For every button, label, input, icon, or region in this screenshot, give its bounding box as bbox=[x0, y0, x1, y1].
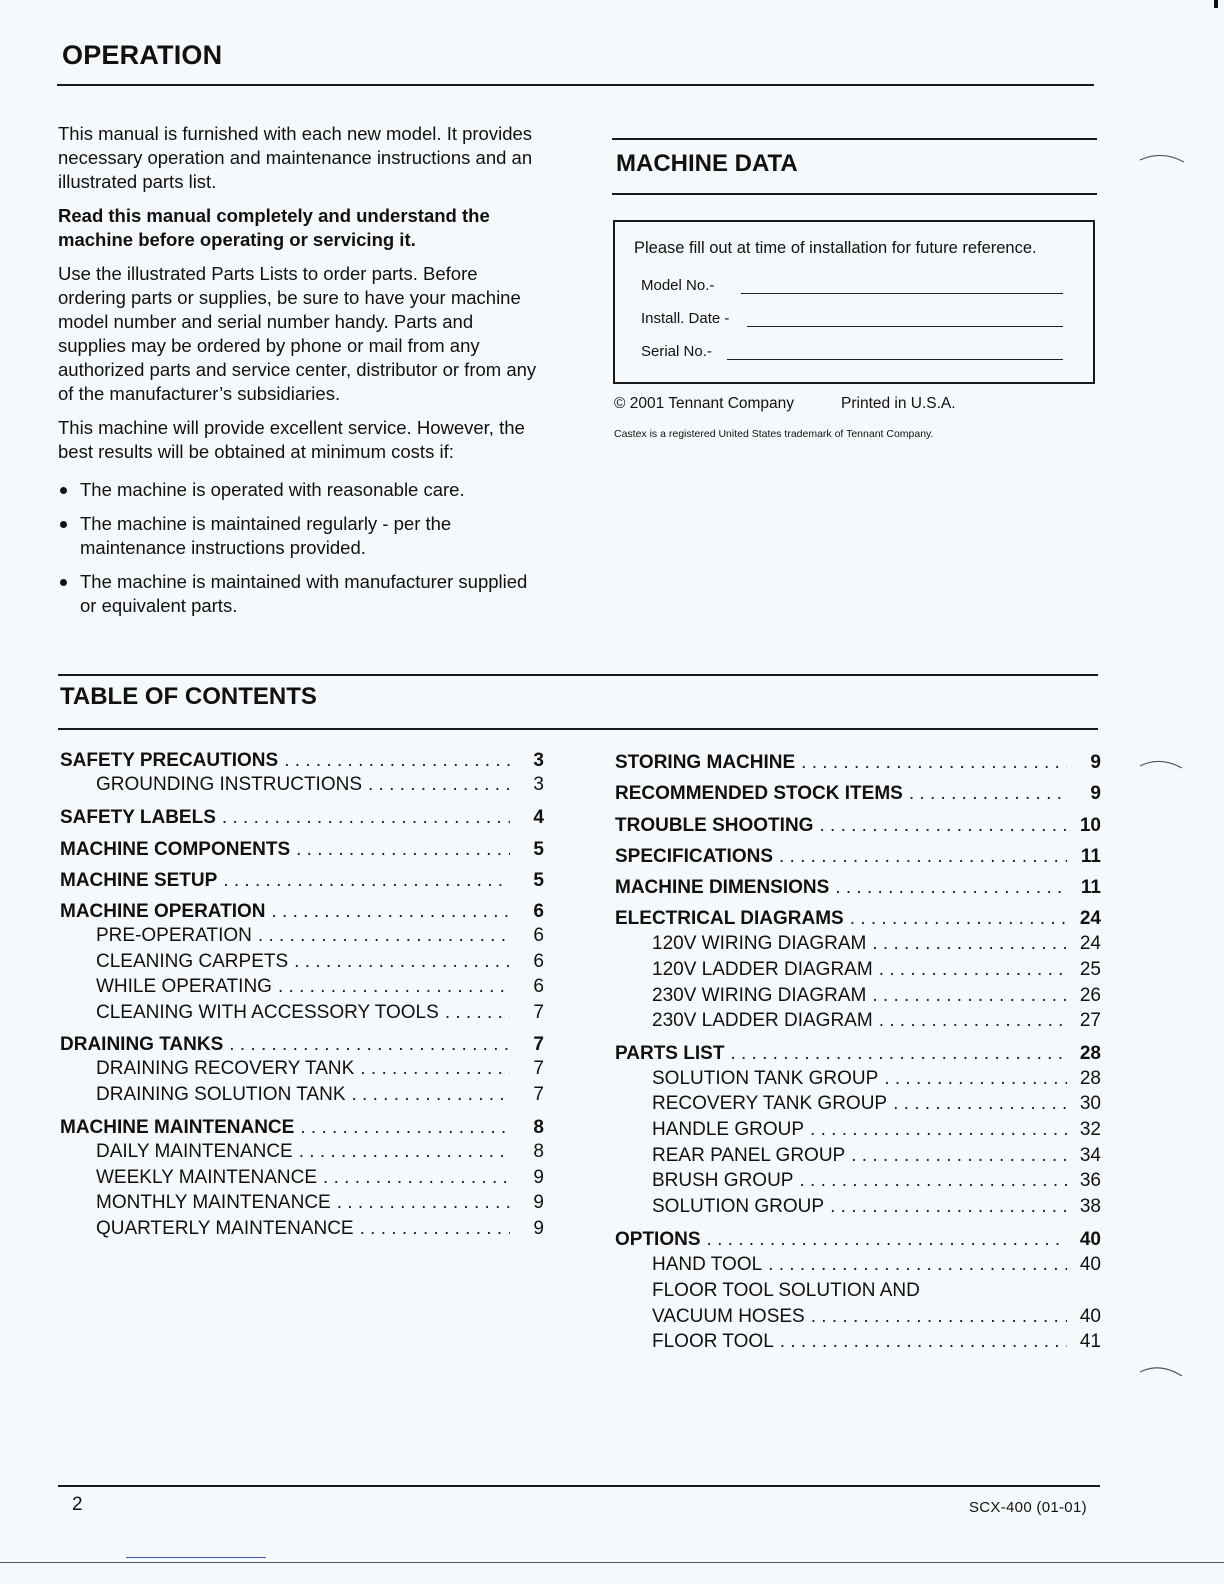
toc-entry-safety-labels[interactable] bbox=[60, 806, 544, 830]
toc-leader bbox=[223, 869, 510, 893]
toc-page-number: 10 bbox=[1079, 815, 1101, 836]
toc-page-number: 8 bbox=[533, 1141, 544, 1162]
toc-leader bbox=[879, 1009, 1067, 1033]
toc-page-number: 9 bbox=[1090, 783, 1101, 804]
toc-label: DRAINING RECOVERY TANK bbox=[96, 1058, 355, 1079]
toc-entry-storing-machine[interactable] bbox=[615, 751, 1101, 775]
toc-leader bbox=[299, 1140, 510, 1164]
toc-leader bbox=[445, 1001, 510, 1025]
toc-page-number: 5 bbox=[533, 839, 544, 860]
toc-label: FLOOR TOOL bbox=[652, 1331, 774, 1352]
footer-page-number: 2 bbox=[72, 1494, 83, 1515]
toc-label: SAFETY LABELS bbox=[60, 807, 216, 828]
toc-label: RECOMMENDED STOCK ITEMS bbox=[615, 783, 903, 804]
page-title: OPERATION bbox=[62, 40, 223, 70]
toc-label: PARTS LIST bbox=[615, 1043, 725, 1064]
bullet-item: The machine is maintained with manufacturer supplied or equivalent parts. bbox=[58, 570, 538, 618]
intro-paragraph-1: This manual is furnished with each new model. It provides necessary operation and maintenance instructions and an illustrated parts list. bbox=[58, 123, 533, 192]
toc-leader bbox=[352, 1083, 511, 1107]
binder-hole-mark bbox=[1138, 754, 1188, 774]
toc-leader bbox=[337, 1191, 510, 1215]
machine-data-bottom-rule bbox=[612, 193, 1097, 195]
toc-entry-brush-group[interactable] bbox=[652, 1169, 1101, 1193]
toc-leader bbox=[872, 984, 1067, 1008]
toc-leader bbox=[879, 958, 1067, 982]
toc-entry-machine-maintenance[interactable] bbox=[60, 1116, 544, 1140]
toc-leader bbox=[909, 782, 1067, 806]
toc-entry-machine-operation[interactable] bbox=[60, 900, 544, 924]
toc-page-number: 38 bbox=[1079, 1196, 1101, 1217]
model-number-label: Model No.- bbox=[641, 277, 715, 294]
toc-leader bbox=[360, 1217, 510, 1241]
toc-label: QUARTERLY MAINTENANCE bbox=[96, 1218, 354, 1239]
toc-entry-rear-panel-group[interactable] bbox=[652, 1144, 1101, 1168]
toc-page-number: 3 bbox=[533, 774, 544, 795]
toc-entry-floor-tool[interactable] bbox=[652, 1330, 1101, 1354]
machine-data-prompt: Please fill out at time of installation for future reference. bbox=[634, 239, 1037, 257]
toc-entry-machine-components[interactable] bbox=[60, 838, 544, 862]
footer-document-code: SCX-400 (01-01) bbox=[969, 1499, 1087, 1516]
toc-leader bbox=[850, 907, 1067, 931]
toc-entry-weekly-maintenance[interactable] bbox=[96, 1166, 544, 1190]
toc-entry-trouble-shooting[interactable] bbox=[615, 814, 1101, 838]
toc-leader bbox=[830, 1195, 1067, 1219]
toc-label: STORING MACHINE bbox=[615, 752, 796, 773]
intro-paragraph-4: This machine will provide excellent service. However, the best results will be obtained at minimum costs if: bbox=[58, 417, 525, 462]
intro-section bbox=[58, 122, 538, 628]
toc-entry-while-operating[interactable] bbox=[96, 975, 544, 999]
toc-entry-hand-tool[interactable] bbox=[652, 1253, 1101, 1277]
toc-leader bbox=[851, 1144, 1067, 1168]
bullet-item: The machine is maintained regularly - per the maintenance instructions provided. bbox=[58, 512, 538, 560]
toc-label: ELECTRICAL DIAGRAMS bbox=[615, 908, 844, 929]
binder-hole-mark bbox=[1138, 1362, 1188, 1382]
toc-page-number: 24 bbox=[1079, 908, 1101, 929]
toc-entry-handle-group[interactable] bbox=[652, 1118, 1101, 1142]
toc-entry-draining-tanks[interactable] bbox=[60, 1033, 544, 1057]
toc-entry-cleaning-carpets[interactable] bbox=[96, 950, 544, 974]
toc-leader bbox=[323, 1166, 510, 1190]
toc-page-number: 7 bbox=[533, 1002, 544, 1023]
toc-entry-specifications[interactable] bbox=[615, 845, 1101, 869]
toc-entry-draining-recovery-tank[interactable] bbox=[96, 1057, 544, 1081]
toc-leader bbox=[811, 1305, 1067, 1329]
toc-label: SOLUTION TANK GROUP bbox=[652, 1068, 879, 1089]
toc-page-number: 28 bbox=[1079, 1068, 1101, 1089]
toc-page-number: 30 bbox=[1079, 1093, 1101, 1114]
install-date-label: Install. Date - bbox=[641, 310, 730, 327]
intro-bullet-list bbox=[58, 478, 538, 618]
toc-label: 230V LADDER DIAGRAM bbox=[652, 1010, 873, 1031]
toc-leader bbox=[271, 900, 510, 924]
toc-entry-grounding-instructions[interactable] bbox=[96, 773, 544, 797]
toc-label: HANDLE GROUP bbox=[652, 1119, 805, 1140]
toc-entry-cleaning-with-accessory-tools[interactable] bbox=[96, 1001, 544, 1025]
toc-label: DAILY MAINTENANCE bbox=[96, 1141, 293, 1162]
binder-hole-mark bbox=[1138, 148, 1188, 168]
toc-leader bbox=[835, 876, 1067, 900]
toc-entry-safety-precautions[interactable] bbox=[60, 749, 544, 773]
install-date-field[interactable] bbox=[747, 326, 1063, 327]
toc-page-number: 32 bbox=[1079, 1119, 1101, 1140]
toc-leader bbox=[801, 751, 1067, 775]
toc-leader bbox=[893, 1092, 1067, 1116]
toc-label: OPTIONS bbox=[615, 1229, 701, 1250]
printed-in-text: Printed in U.S.A. bbox=[841, 395, 956, 412]
toc-entry-machine-setup[interactable] bbox=[60, 869, 544, 893]
toc-label: MACHINE DIMENSIONS bbox=[615, 877, 830, 898]
toc-leader bbox=[300, 1116, 510, 1140]
toc-leader bbox=[707, 1228, 1067, 1252]
toc-leader bbox=[368, 773, 510, 797]
toc-entry-pre-operation[interactable] bbox=[96, 924, 544, 948]
toc-page-number: 4 bbox=[533, 807, 544, 828]
toc-page-number: 8 bbox=[533, 1117, 544, 1138]
toc-leader bbox=[799, 1169, 1067, 1193]
intro-warning: Read this manual completely and understand the machine before operating or servicing it. bbox=[58, 205, 490, 250]
toc-page-number: 9 bbox=[533, 1218, 544, 1239]
toc-page-number: 28 bbox=[1079, 1043, 1101, 1064]
toc-label: MONTHLY MAINTENANCE bbox=[96, 1192, 331, 1213]
toc-page-number: 34 bbox=[1079, 1145, 1101, 1166]
toc-label: 120V WIRING DIAGRAM bbox=[652, 933, 867, 954]
toc-page-number: 9 bbox=[533, 1192, 544, 1213]
serial-number-field[interactable] bbox=[727, 359, 1063, 360]
toc-leader bbox=[730, 1042, 1067, 1066]
toc-page-number: 40 bbox=[1079, 1306, 1101, 1327]
toc-label: FLOOR TOOL SOLUTION AND bbox=[652, 1280, 920, 1301]
toc-entry-monthly-maintenance[interactable] bbox=[96, 1191, 544, 1215]
toc-page-number: 7 bbox=[533, 1084, 544, 1105]
intro-paragraph-3: Use the illustrated Parts Lists to order parts. Before ordering parts or supplies, be sure to have your machine model number and serial number handy. Parts and supplies may be ordered by phone or mail from any authorized parts and service center, distributor or from any of the manufacturer’s subsidiaries. bbox=[58, 263, 537, 404]
toc-label: RECOVERY TANK GROUP bbox=[652, 1093, 888, 1114]
toc-label: GROUNDING INSTRUCTIONS bbox=[96, 774, 362, 795]
toc-label: MACHINE SETUP bbox=[60, 870, 218, 891]
toc-entry-230v-ladder-diagram[interactable] bbox=[652, 1009, 1101, 1033]
toc-entry-draining-solution-tank[interactable] bbox=[96, 1083, 544, 1107]
toc-entry-parts-list[interactable] bbox=[615, 1042, 1101, 1066]
copyright-text: © 2001 Tennant Company bbox=[614, 395, 795, 412]
scan-edge-mark bbox=[126, 1557, 266, 1558]
toc-leader bbox=[780, 1330, 1067, 1354]
toc-label: MACHINE OPERATION bbox=[60, 901, 266, 922]
toc-page-number: 11 bbox=[1080, 846, 1101, 867]
toc-page-number: 26 bbox=[1079, 985, 1101, 1006]
toc-label: 120V LADDER DIAGRAM bbox=[652, 959, 873, 980]
bullet-item: The machine is operated with reasonable care. bbox=[58, 478, 538, 502]
toc-page-number: 7 bbox=[533, 1034, 544, 1055]
toc-label: REAR PANEL GROUP bbox=[652, 1145, 846, 1166]
toc-entry-floor-tool-solution-and[interactable] bbox=[652, 1279, 1101, 1303]
toc-leader bbox=[872, 932, 1067, 956]
toc-leader bbox=[229, 1033, 510, 1057]
toc-label: SAFETY PRECAUTIONS bbox=[60, 750, 279, 771]
toc-label: HAND TOOL bbox=[652, 1254, 763, 1275]
title-rule bbox=[57, 84, 1094, 86]
toc-leader bbox=[278, 975, 510, 999]
toc-entry-solution-group[interactable] bbox=[652, 1195, 1101, 1219]
toc-page-number: 40 bbox=[1079, 1229, 1101, 1250]
toc-leader bbox=[779, 845, 1067, 869]
toc-entry-120v-ladder-diagram[interactable] bbox=[652, 958, 1101, 982]
toc-page-number: 5 bbox=[533, 870, 544, 891]
toc-label: VACUUM HOSES bbox=[652, 1306, 805, 1327]
toc-label: SOLUTION GROUP bbox=[652, 1196, 825, 1217]
serial-number-label: Serial No.- bbox=[641, 343, 712, 360]
toc-page-number: 7 bbox=[533, 1058, 544, 1079]
toc-entry-recommended-stock-items[interactable] bbox=[615, 782, 1101, 806]
footer-rule bbox=[58, 1485, 1100, 1487]
toc-leader bbox=[360, 1057, 510, 1081]
toc-leader bbox=[810, 1118, 1067, 1142]
toc-leader bbox=[819, 814, 1067, 838]
toc-label: BRUSH GROUP bbox=[652, 1170, 794, 1191]
toc-leader bbox=[258, 924, 510, 948]
toc-entry-230v-wiring-diagram[interactable] bbox=[652, 984, 1101, 1008]
toc-entry-electrical-diagrams[interactable] bbox=[615, 907, 1101, 931]
machine-data-form bbox=[613, 220, 1095, 384]
toc-page-number: 6 bbox=[533, 901, 544, 922]
toc-leader bbox=[284, 749, 510, 773]
toc-page-number: 36 bbox=[1079, 1170, 1101, 1191]
toc-label: WEEKLY MAINTENANCE bbox=[96, 1167, 318, 1188]
toc-entry-quarterly-maintenance[interactable] bbox=[96, 1217, 544, 1241]
toc-top-rule bbox=[58, 674, 1098, 676]
toc-label: TROUBLE SHOOTING bbox=[615, 815, 814, 836]
trademark-notice: Castex is a registered United States trademark of Tennant Company. bbox=[614, 428, 934, 440]
toc-leader bbox=[296, 838, 510, 862]
toc-label: DRAINING SOLUTION TANK bbox=[96, 1084, 346, 1105]
toc-heading: TABLE OF CONTENTS bbox=[60, 683, 317, 710]
scan-edge-line bbox=[0, 1562, 1224, 1563]
toc-entry-120v-wiring-diagram[interactable] bbox=[652, 932, 1101, 956]
toc-page-number: 9 bbox=[1090, 752, 1101, 773]
model-number-field[interactable] bbox=[741, 293, 1063, 294]
toc-label: SPECIFICATIONS bbox=[615, 846, 773, 867]
toc-page-number: 27 bbox=[1079, 1010, 1101, 1031]
toc-entry-daily-maintenance[interactable] bbox=[96, 1140, 544, 1164]
toc-entry-options[interactable] bbox=[615, 1228, 1101, 1252]
toc-leader bbox=[294, 950, 510, 974]
toc-label: DRAINING TANKS bbox=[60, 1034, 224, 1055]
toc-label: MACHINE MAINTENANCE bbox=[60, 1117, 295, 1138]
toc-entry-solution-tank-group[interactable] bbox=[652, 1067, 1101, 1091]
scan-edge-mark bbox=[1214, 0, 1218, 8]
toc-label: WHILE OPERATING bbox=[96, 976, 272, 997]
toc-entry-recovery-tank-group[interactable] bbox=[652, 1092, 1101, 1116]
toc-leader bbox=[884, 1067, 1067, 1091]
toc-leader bbox=[222, 806, 510, 830]
toc-page-number: 25 bbox=[1079, 959, 1101, 980]
toc-page-number: 6 bbox=[533, 951, 544, 972]
toc-leader bbox=[768, 1253, 1067, 1277]
machine-data-heading: MACHINE DATA bbox=[616, 150, 798, 177]
toc-entry-machine-dimensions[interactable] bbox=[615, 876, 1101, 900]
toc-page-number: 3 bbox=[533, 750, 544, 771]
toc-label: PRE-OPERATION bbox=[96, 925, 252, 946]
machine-data-top-rule bbox=[612, 138, 1097, 140]
toc-entry-vacuum-hoses[interactable] bbox=[652, 1305, 1101, 1329]
toc-page-number: 24 bbox=[1079, 933, 1101, 954]
toc-page-number: 41 bbox=[1079, 1331, 1101, 1352]
toc-label: CLEANING CARPETS bbox=[96, 951, 289, 972]
toc-page-number: 9 bbox=[533, 1167, 544, 1188]
toc-label: 230V WIRING DIAGRAM bbox=[652, 985, 867, 1006]
toc-page-number: 6 bbox=[533, 976, 544, 997]
toc-label: MACHINE COMPONENTS bbox=[60, 839, 291, 860]
toc-label: CLEANING WITH ACCESSORY TOOLS bbox=[96, 1002, 439, 1023]
toc-page-number: 6 bbox=[533, 925, 544, 946]
toc-page-number: 11 bbox=[1080, 877, 1101, 898]
toc-page-number: 40 bbox=[1079, 1254, 1101, 1275]
toc-bottom-rule bbox=[58, 728, 1098, 730]
